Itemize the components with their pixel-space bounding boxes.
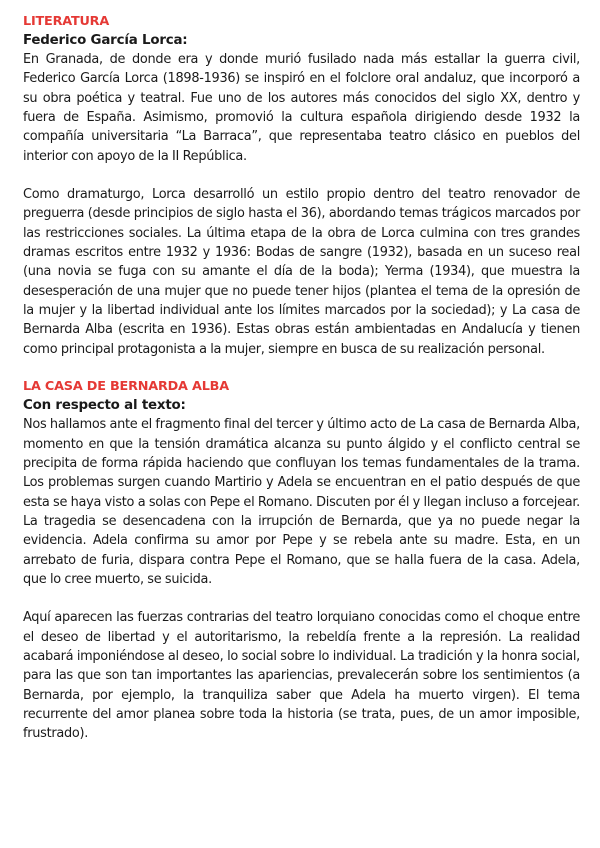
section-bernarda-alba xyxy=(23,377,580,744)
subheading: Con respecto al texto: xyxy=(23,398,186,414)
paragraph: En Granada, de donde era y donde murió fusilado nada más estallar la guerra civil, Federico García Lorca (1898-1936) se inspiró en el folclore oral andaluz, que incorporó a su obra poética y teatral. Fue uno de los autores más conocidos del siglo XX, dentro y fuera de España. Asimismo, promovió la cultura española dirigiendo desde 1932 la compañía universitaria “La Barraca”, que representaba teatro clásico en pueblos del interior con apoyo de la II República. xyxy=(23,52,580,164)
paragraph: Como dramaturgo, Lorca desarrolló un estilo propio dentro del teatro renovador de preguerra (desde principios de siglo hasta el 36), abordando temas trágicos marcados por las restricciones sociales. La última etapa de la obra de Lorca culmina con tres grandes dramas escritos entre 1932 y 1936: Bodas de sangre (1932), basada en un suceso real (una novia se fuga con su amante el día de la boda); Yerma (1934), que muestra la desesperación de una mujer que no puede tener hijos (plantea el tema de la opresión de la mujer y la libertad individual ante los límites marcados por la sociedad); y La casa de Bernarda Alba (escrita en 1936). Estas obras están ambientadas en Andalucía y tienen como principal protagonista a la mujer, siempre en busca de su realización personal. xyxy=(23,187,580,357)
section-literatura xyxy=(23,12,580,359)
paragraph: Nos hallamos ante el fragmento final del tercer y último acto de La casa de Bernarda Alba, momento en que la tensión dramática alcanza su punto álgido y el conflicto central se precipita de forma rápida haciendo que confluyan los temas fundamentales de la trama. Los problemas surgen cuando Martirio y Adela se encuentran en el patio después de que esta se haya visto a solas con Pepe el Romano. Discuten por él y llegan incluso a forcejear. La tragedia se desencadena con la irrupción de Bernarda, que ya no puede negar la evidencia. Adela confirma su amor por Pepe y se rebela ante su madre. Esta, en un arrebato de furia, dispara contra Pepe el Romano, que se halla fuera de la casa. Adela, que lo cree muerto, se suicida. xyxy=(23,417,580,587)
paragraph: Aquí aparecen las fuerzas contrarias del teatro lorquiano conocidas como el choque entre el deseo de libertad y el autoritarismo, la rebeldía frente a la represión. La realidad acabará imponiéndose al deseo, lo social sobre lo individual. La tradición y la honra social, para las que son tan importantes las apariencias, prevalecerán sobre los sentimientos (a Bernarda, por ejemplo, la tranquiliza saber que Adela ha muerto virgen). El tema recurrente del amor planea sobre toda la historia (se trata, pues, de un amor imposible, frustrado). xyxy=(23,610,580,742)
subheading: Federico García Lorca: xyxy=(23,33,188,48)
section-title: LA CASA DE BERNARDA ALBA xyxy=(23,379,229,395)
section-title: LITERATURA xyxy=(23,14,110,29)
